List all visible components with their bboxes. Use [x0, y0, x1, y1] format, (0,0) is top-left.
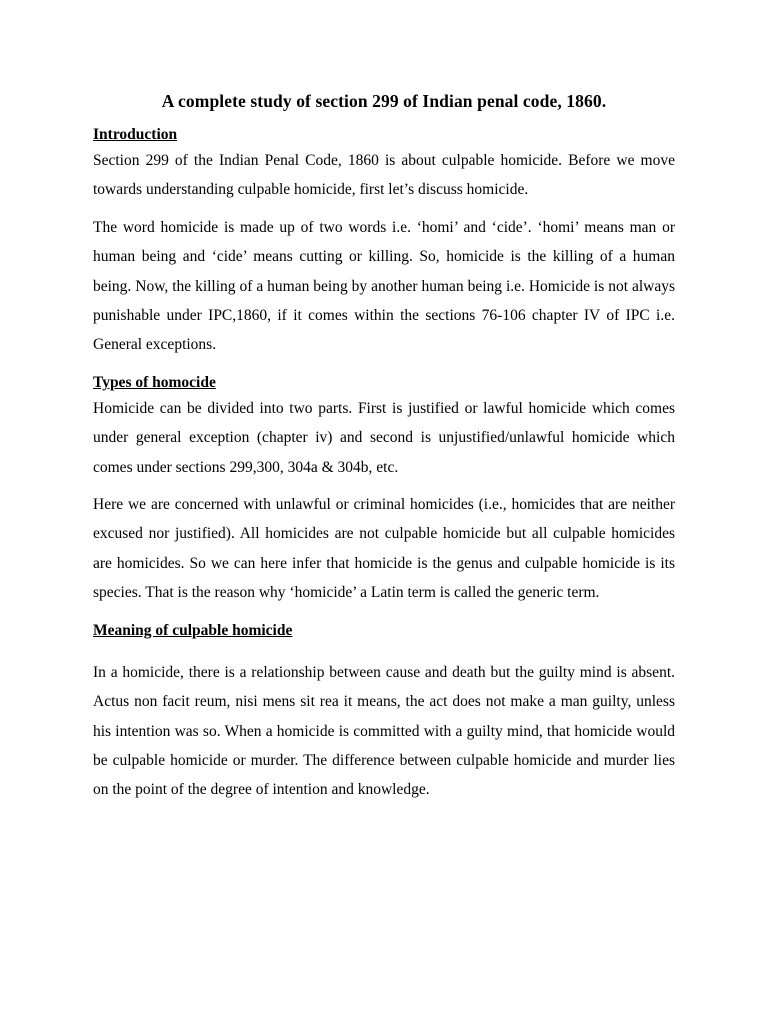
- paragraph-types-2: Here we are concerned with unlawful or criminal homicides (i.e., homicides that are neither excused nor justified). All homicides are not culpable homicide but all culpable homicides are homicides. So we can here infer that homicide is the genus and culpable homicide is its species. That is the reason why ‘homicide’ a Latin term is called the generic term.: [93, 496, 675, 602]
- document-title: A complete study of section 299 of Indian penal code, 1860.: [161, 91, 607, 111]
- heading-introduction: Introduction: [93, 126, 178, 143]
- heading-meaning-of-culpable-homicide: Meaning of culpable homicide: [93, 621, 293, 639]
- paragraph-introduction-1: Section 299 of the Indian Penal Code, 1860 is about culpable homicide. Before we move towards understanding culpable homicide, first let’s discuss homicide.: [93, 152, 675, 199]
- heading-types-of-homicide: Types of homocide: [93, 373, 216, 391]
- paragraph-meaning-1: In a homicide, there is a relationship between cause and death but the guilty mind is absent. Actus non facit reum, nisi mens sit rea it means, the act does not make a man guilty, unless his intention was so. When a homicide is committed with a guilty mind, that homicide would be culpable homicide or murder. The difference between culpable homicide and murder lies on the point of the degree of intention and knowledge.: [93, 663, 675, 799]
- document-page: [93, 88, 675, 805]
- paragraph-introduction-2: The word homicide is made up of two words i.e. ‘homi’ and ‘cide’. ‘homi’ means man or human being and ‘cide’ means cutting or killing. So, homicide is the killing of a human being. Now, the killing of a human being by another human being i.e. Homicide is not always punishable under IPC,1860, if it comes within the sections 76-106 chapter IV of IPC i.e. General exceptions.: [93, 218, 675, 354]
- paragraph-types-1: Homicide can be divided into two parts. First is justified or lawful homicide which comes under general exception (chapter iv) and second is unjustified/unlawful homicide which comes under sections 299,300, 304a & 304b, etc.: [93, 399, 675, 476]
